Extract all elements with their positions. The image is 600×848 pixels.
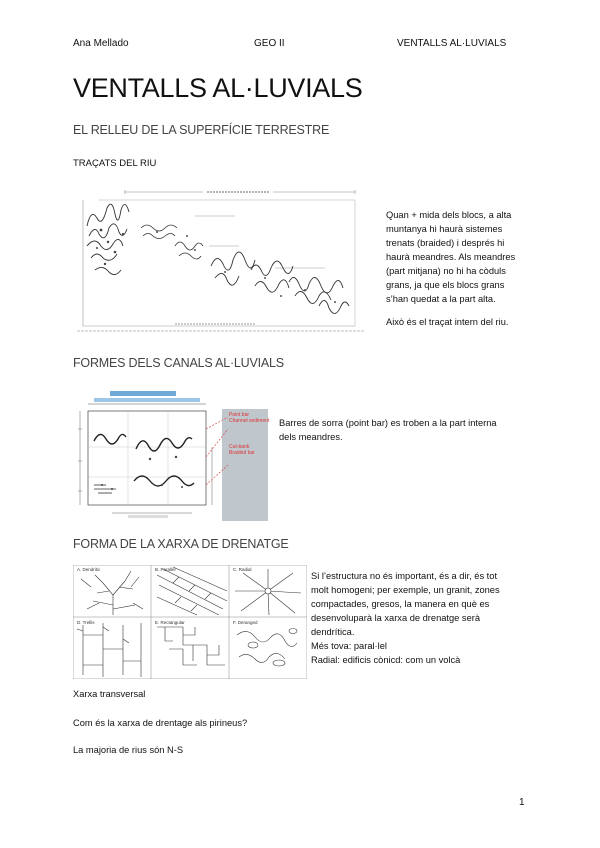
paragraph-line: trenats (braided) i després hi	[386, 238, 505, 248]
line-xarxa-transversal: Xarxa transversal	[73, 689, 146, 699]
paragraph-point-bar	[279, 416, 497, 444]
paragraph-tracat	[386, 208, 515, 306]
paragraph-line: Quan + mida dels blocs, a alta	[386, 210, 512, 220]
line-pirineus-question: Com és la xarxa de drentage als pirineus?	[73, 718, 248, 728]
panel-label: C. Radial	[233, 567, 252, 572]
header-topic: VENTALLS AL·LUVIALS	[397, 38, 507, 49]
page-title: VENTALLS AL·LUVIALS	[73, 73, 363, 103]
annotation-label: Cut-bank	[229, 444, 250, 450]
subheading-tracats: TRAÇATS DEL RIU	[73, 158, 157, 169]
drainage-panel-labels	[75, 567, 309, 681]
panel-label: F. Deranged	[233, 620, 258, 625]
paragraph-line: desenvoluparà la xarxa de drenatge serà	[311, 613, 481, 623]
header-course: GEO II	[254, 38, 285, 49]
paragraph-tracat-intern: Això és el traçat intern del riu.	[386, 317, 509, 327]
panel-label: A. Dendritic	[77, 567, 101, 572]
paragraph-line: Barres de sorra (point bar) es troben a la part interna	[279, 418, 497, 428]
paragraph-line: Més tova: paral·lel	[311, 641, 387, 651]
paragraph-line: s’han quedat a la part alta.	[386, 294, 496, 304]
paragraph-line: grans, ja que els blocs grans	[386, 280, 505, 290]
panel-label: B. Parallel	[155, 567, 176, 572]
paragraph-line: compactades, gresos, la manera en què es	[311, 599, 490, 609]
panel-label: D. Trellis	[77, 620, 95, 625]
annotation-label: Braided bar	[229, 450, 255, 456]
paragraph-line: Radial: edificis cònicd: com un volcà	[311, 655, 461, 665]
paragraph-line: Si l’estructura no és important, és a dir, és tot	[311, 571, 498, 581]
section-heading-canals: FORMES DELS CANALS AL·LUVIALS	[73, 356, 284, 370]
section-heading-xarxa: FORMA DE LA XARXA DE DRENATGE	[73, 537, 289, 551]
paragraph-line: haurà meandres. Als meandres	[386, 252, 516, 262]
paragraph-line: molt homogeni; per exemple, un granit, zones	[311, 585, 500, 595]
header-author: Ana Mellado	[73, 38, 129, 49]
annotation-label: Channel sediment	[229, 418, 270, 424]
panel-label: E. Rectangular	[155, 620, 185, 625]
line-rius-ns: La majoria de rius són N-S	[73, 745, 184, 755]
paragraph-line: dendrítica.	[311, 627, 355, 637]
annotation-group	[229, 412, 271, 456]
page-number: 1	[519, 797, 525, 808]
annotation-label: Point bar	[229, 412, 250, 418]
river-profile-figure	[75, 186, 373, 334]
section-heading-relleu: EL RELLEU DE LA SUPERFÍCIE TERRESTRE	[73, 123, 330, 137]
paragraph-line: (part mitjana) no hi ha còduls	[386, 266, 506, 276]
paragraph-line: muntanya hi haurà sistemes	[386, 224, 503, 234]
paragraph-xarxa	[311, 569, 500, 667]
paragraph-line: dels meandres.	[279, 432, 343, 442]
